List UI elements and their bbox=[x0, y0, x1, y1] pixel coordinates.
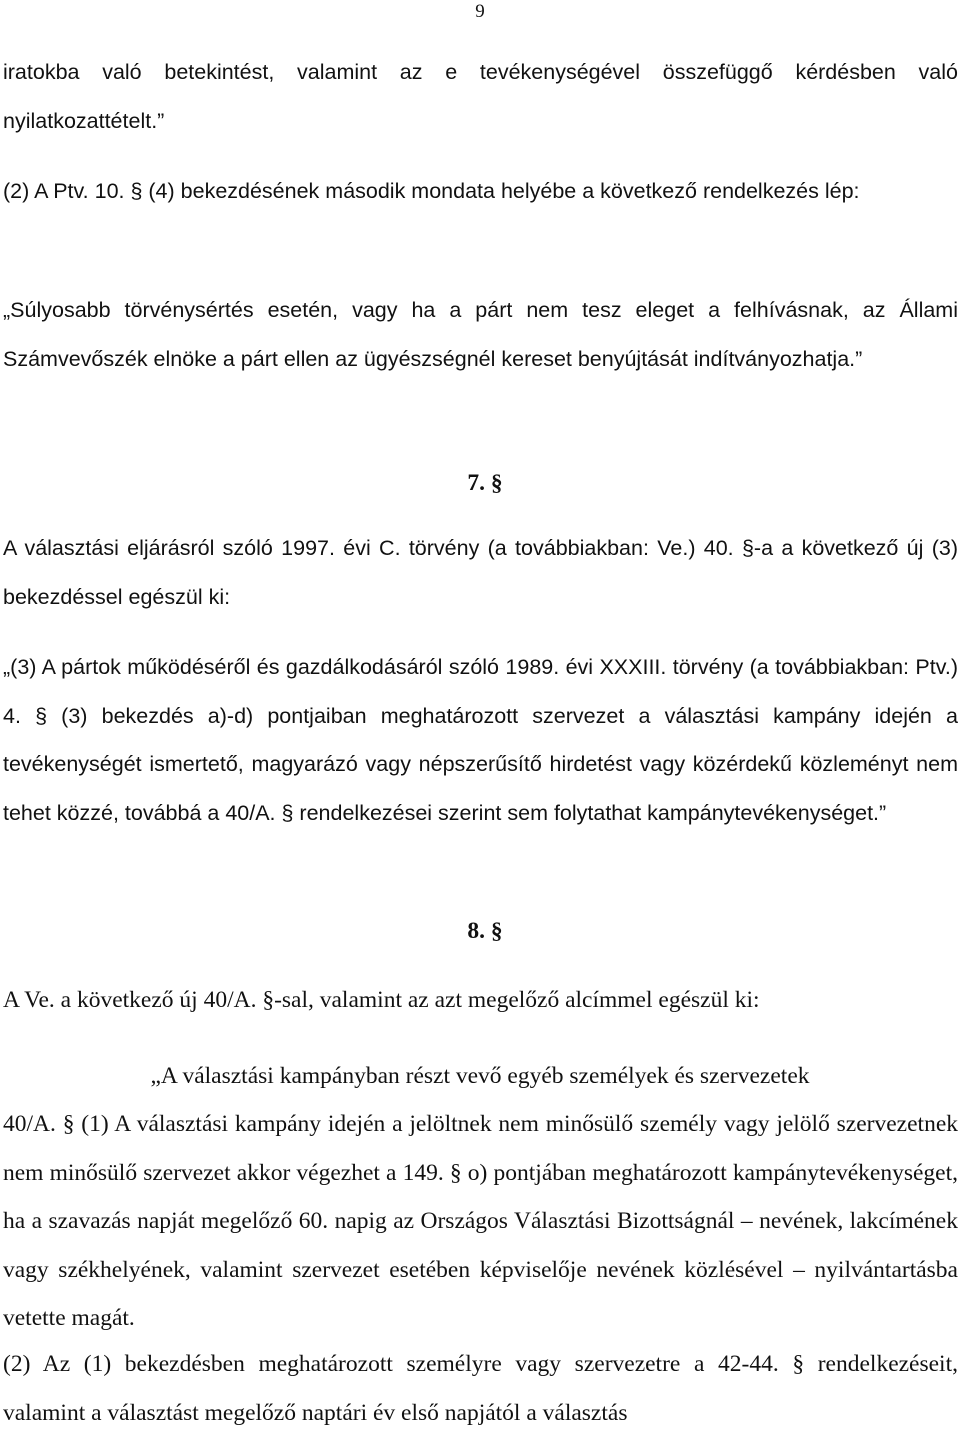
page-number: 9 bbox=[475, 1, 485, 22]
section-heading-7: 7. § bbox=[467, 470, 503, 496]
section-heading-8: 8. § bbox=[467, 918, 503, 944]
paragraph-ve-new-section: A Ve. a következő új 40/A. §-sal, valamint az azt megelőző alcímmel egészül ki: bbox=[3, 987, 760, 1013]
subtitle-quoted: „A választási kampányban részt vevő egyéb személyek és szervezetek bbox=[150, 1063, 810, 1089]
paragraph-quoted-provision: „Súlyosabb törvénysértés esetén, vagy ha a párt nem tesz eleget a felhívásnak, az Állami Számvevőszék elnöke a párt ellen az ügyészségnél kereset benyújtását indítványozhatja.” bbox=[3, 298, 958, 371]
paragraph-continuation: iratokba való betekintést, valamint az e tevékenységével összefüggő kérdésben való nyilatkozattételt.” bbox=[3, 60, 958, 133]
paragraph-section-40a-2: (2) Az (1) bekezdésben meghatározott személyre vagy szervezetre a 42-44. § rendelkezéseit, valamint a választást megelőző naptári év első napjától a választás bbox=[3, 1351, 958, 1426]
paragraph-section-40a-1: 40/A. § (1) A választási kampány idején a jelöltnek nem minősülő személy vagy jelölő szervezetnek nem minősülő szervezet akkor végezhet a 149. § o) pontjában meghatározott kampánytevékenységet, ha a szavazás napját megelőző 60. napig az Országos Választási Bizottságnál – nevének, lakcímének vagy székhelyének, valamint szervezet esetében képviselője nevének közlésével – nyilvántartásba vetette magát. bbox=[3, 1111, 958, 1331]
paragraph-quoted-subsection-3: „(3) A pártok működéséről és gazdálkodásáról szóló 1989. évi XXXIII. törvény (a továbbiakban: Ptv.) 4. § (3) bekezdés a)-d) pontjaiban meghatározott szervezet a választási kampány idején a tevékenységét ismertető, magyarázó vagy népszerűsítő hirdetést vagy közérdekű közleményt nem tehet közzé, továbbá a 40/A. § rendelkezései szerint sem folytathat kampánytevékenységet.” bbox=[3, 655, 958, 825]
paragraph-amendment-ptv: (2) A Ptv. 10. § (4) bekezdésének második mondata helyébe a következő rendelkezés lép: bbox=[3, 179, 860, 203]
paragraph-ve-amendment: A választási eljárásról szóló 1997. évi C. törvény (a továbbiakban: Ve.) 40. §-a a következő új (3) bekezdéssel egészül ki: bbox=[3, 536, 958, 609]
